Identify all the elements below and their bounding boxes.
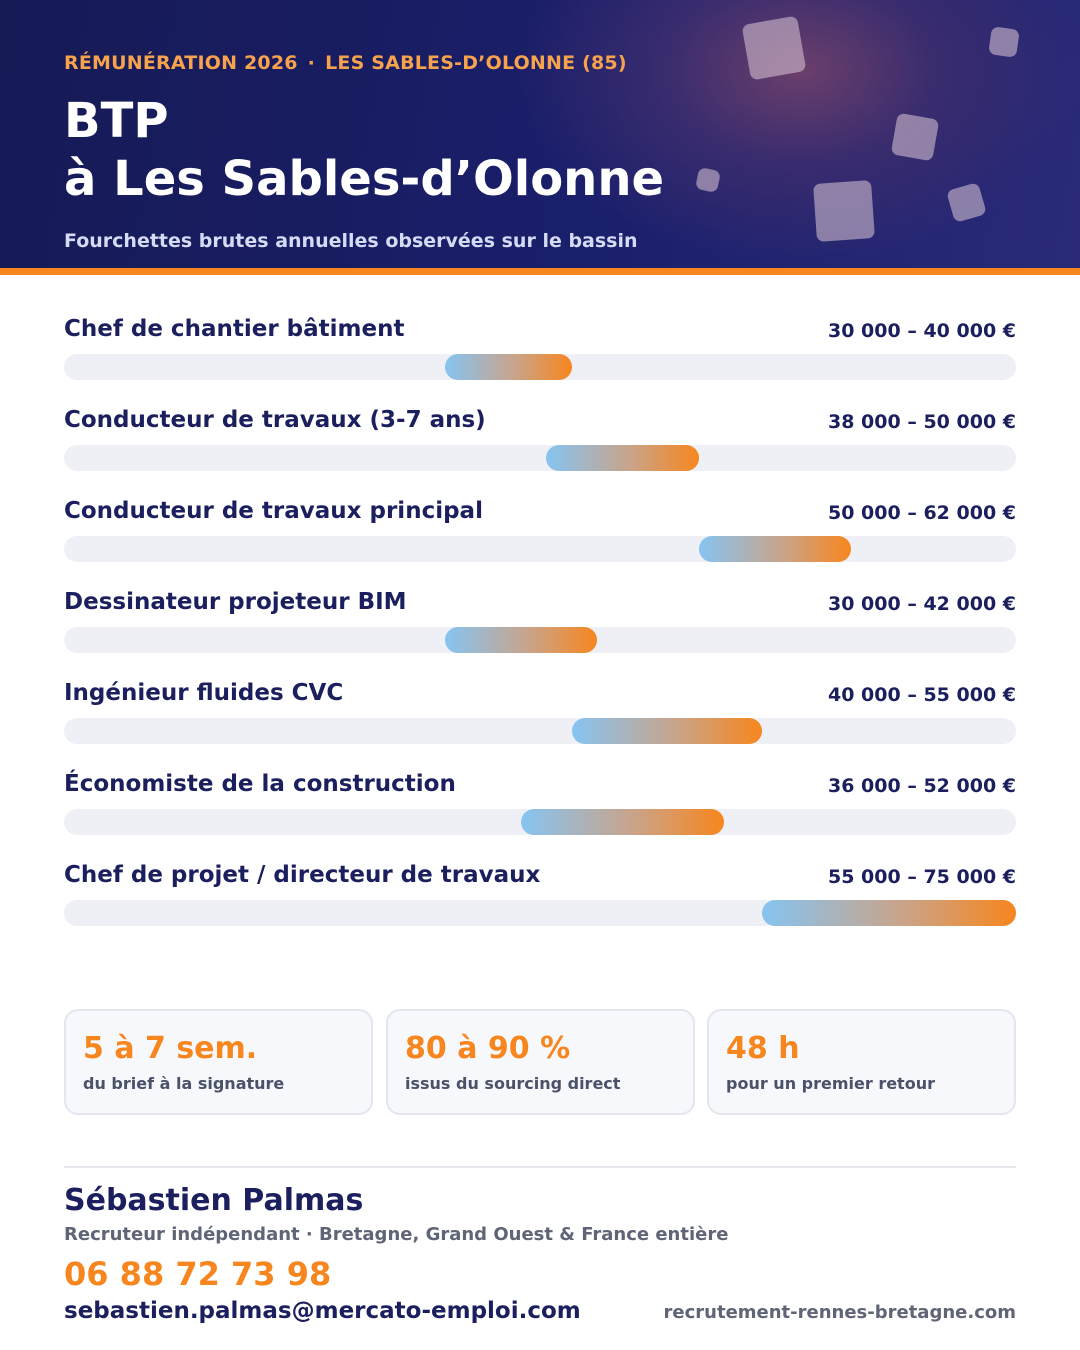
stat-value: 5 à 7 sem.: [83, 1031, 258, 1066]
range-value-label: 55 000 – 75 000 €: [828, 866, 1016, 888]
eyebrow: [64, 52, 627, 74]
range-bar: [762, 900, 1016, 926]
stat-card-response: [707, 1009, 1016, 1115]
category-label: Conducteur de travaux principal: [64, 498, 483, 524]
chart-row: [64, 680, 1016, 771]
page-title: [64, 92, 664, 208]
eyebrow-location: LES SABLES-D’OLONNE (85): [325, 52, 627, 74]
range-value-label: 50 000 – 62 000 €: [828, 502, 1016, 524]
range-track: [64, 536, 1016, 562]
range-bar: [699, 536, 851, 562]
eyebrow-separator: ·: [307, 52, 316, 74]
decorative-square: [695, 167, 721, 193]
stat-value: 48 h: [726, 1031, 800, 1066]
category-label: Conducteur de travaux (3-7 ans): [64, 407, 486, 433]
stat-card-sourcing: [386, 1009, 695, 1115]
range-value-label: 38 000 – 50 000 €: [828, 411, 1016, 433]
range-track: [64, 445, 1016, 471]
range-bar: [521, 809, 724, 835]
contact-role: Recruteur indépendant · Bretagne, Grand Ouest & France entière: [64, 1224, 729, 1245]
decorative-square: [813, 180, 875, 242]
range-bar: [572, 718, 762, 744]
stat-label: pour un premier retour: [726, 1074, 935, 1093]
footer-divider: [64, 1166, 1016, 1168]
salary-range-chart: [64, 316, 1016, 953]
range-value-label: 40 000 – 55 000 €: [828, 684, 1016, 706]
contact-email-link[interactable]: sebastien.palmas@mercato-emploi.com: [64, 1298, 581, 1324]
chart-row: [64, 316, 1016, 407]
range-value-label: 36 000 – 52 000 €: [828, 775, 1016, 797]
range-bar: [546, 445, 698, 471]
category-label: Chef de chantier bâtiment: [64, 316, 405, 342]
chart-row: [64, 498, 1016, 589]
chart-row: [64, 862, 1016, 953]
title-line-1: BTP: [64, 93, 169, 149]
category-label: Dessinateur projeteur BIM: [64, 589, 407, 615]
decorative-square: [988, 26, 1020, 58]
decorative-square: [946, 182, 987, 223]
stat-value: 80 à 90 %: [405, 1031, 571, 1066]
stat-label: du brief à la signature: [83, 1074, 285, 1093]
range-track: [64, 718, 1016, 744]
contact-website-link[interactable]: recrutement-rennes-bretagne.com: [663, 1302, 1016, 1323]
eyebrow-topic: RÉMUNÉRATION 2026: [64, 52, 298, 74]
range-value-label: 30 000 – 40 000 €: [828, 320, 1016, 342]
category-label: Ingénieur fluides CVC: [64, 680, 344, 706]
range-track: [64, 627, 1016, 653]
decorative-square: [891, 113, 940, 162]
header-accent-bar: [0, 268, 1080, 275]
decorative-square: [742, 16, 807, 81]
title-line-2: à Les Sables-d’Olonne: [64, 151, 665, 207]
chart-row: [64, 771, 1016, 862]
range-value-label: 30 000 – 42 000 €: [828, 593, 1016, 615]
range-bar: [445, 627, 597, 653]
stat-card-delay: [64, 1009, 373, 1115]
range-track: [64, 809, 1016, 835]
stats-row: [64, 1009, 1016, 1115]
contact-name: Sébastien Palmas: [64, 1183, 364, 1218]
range-track: [64, 900, 1016, 926]
chart-row: [64, 589, 1016, 680]
contact-phone-link[interactable]: 06 88 72 73 98: [64, 1255, 332, 1293]
range-bar: [445, 354, 572, 380]
chart-row: [64, 407, 1016, 498]
category-label: Économiste de la construction: [64, 771, 456, 797]
category-label: Chef de projet / directeur de travaux: [64, 862, 541, 888]
stat-label: issus du sourcing direct: [405, 1074, 621, 1093]
header-banner: [0, 0, 1080, 268]
range-track: [64, 354, 1016, 380]
page-subtitle: Fourchettes brutes annuelles observées sur le bassin: [64, 230, 638, 252]
